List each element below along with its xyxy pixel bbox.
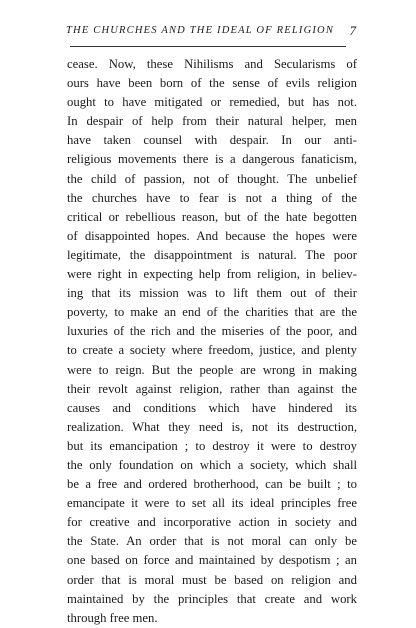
text-line: be a free and ordered brotherhood, can be built ; to [67,477,357,492]
text-line: the child of passion, not of thought. The unbelief [67,171,357,186]
text-line: the churches have to fear is not a thing of the [67,190,357,205]
text-line: were right in expecting help from religion, in believ- [67,267,357,282]
text-line: critical or rebellious reason, but of the hate begotten [67,209,357,224]
running-head [66,24,356,42]
text-line: ours have been born of the sense of evils religion [67,76,357,91]
text-line: their revolt against religion, rather than against the [67,381,357,396]
page-number: 7 [349,23,356,38]
text-line: In despair of help from their natural helper, men [67,114,357,129]
text-line: have taken counsel with despair. In our anti- [67,133,357,148]
text-line: to create a society where freedom, justice, and plenty [67,343,357,358]
text-line: one based on force and maintained by despotism ; an [67,553,357,568]
text-line: through free men. [67,610,158,625]
text-line: legitimate, the disappointment is natural. The poor [67,247,357,262]
text-line: cease. Now, these Nihilisms and Secularisms of [67,57,357,71]
text-line: order that is moral must be based on religion and [67,572,357,587]
header-rule [70,46,346,47]
text-line: the State. An order that is not moral can only be [67,534,357,549]
text-line: were to reign. But the people are wrong in making [67,362,357,377]
text-line: ought to have mitigated or remedied, but has not. [67,95,357,110]
text-line: of disappointed hopes. And because the hopes were [67,228,357,243]
text-line: for creative and incorporative action in society and [67,515,357,530]
running-title: THE CHURCHES AND THE IDEAL OF RELIGION [66,25,335,36]
text-line: poverty, to make an end of the charities that are the [67,305,357,320]
body-text [67,55,357,628]
text-line: luxuries of the rich and the miseries of the poor, and [67,324,357,339]
text-line: the only foundation on which a society, which shall [67,457,357,472]
text-line: emancipate it were to set all its ideal principles free [67,496,357,511]
text-line: but its emancipation ; to destroy it were to destroy [67,438,357,453]
text-line: religious movements there is a dangerous fanaticism, [67,152,357,167]
text-line: realization. What they need is, not its destruction, [67,419,357,434]
text-line: maintained by the principles that create and work [67,591,357,606]
text-line: causes and conditions which have hindered its [67,400,357,415]
text-line: ing that its mission was to lift them out of their [67,286,357,301]
